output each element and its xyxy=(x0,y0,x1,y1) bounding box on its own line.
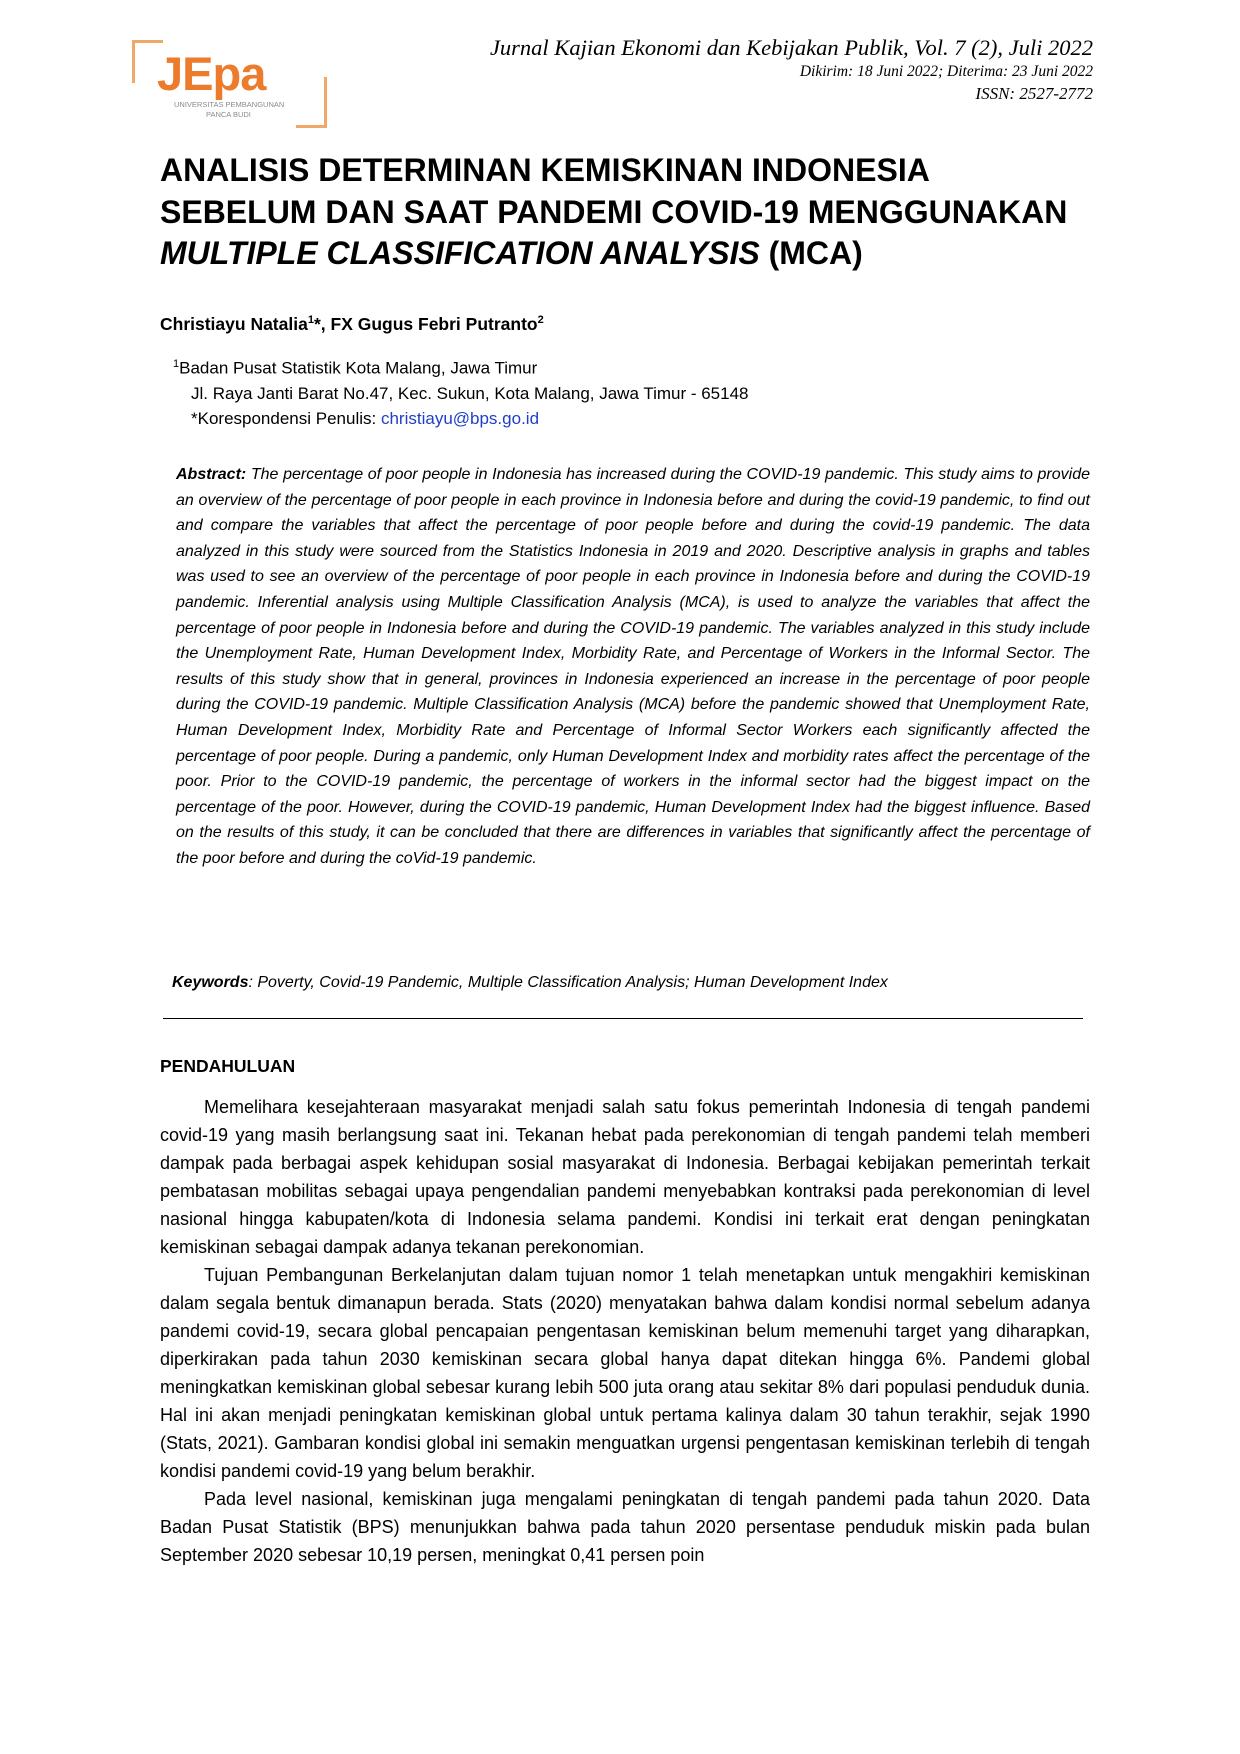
author-1-name: Christiayu Natalia xyxy=(160,314,308,334)
body-text xyxy=(160,1093,1090,1569)
logo-university-line1: UNIVERSITAS PEMBANGUNAN xyxy=(174,100,285,109)
author-1-affiliation-mark: 1 xyxy=(307,314,314,327)
logo-mark: JEpa xyxy=(157,47,266,100)
affiliation-block xyxy=(173,352,749,431)
journal-name: Jurnal Kajian Ekonomi dan Kebijakan Publik, Vol. 7 (2), Juli 2022 xyxy=(489,35,1093,60)
logo-bracket-bottom-right xyxy=(296,77,327,128)
affiliation-mark: 1 xyxy=(173,358,180,370)
section-divider xyxy=(163,1018,1083,1019)
author-2-name: FX Gugus Febri Putranto xyxy=(330,314,538,334)
author-separator: *, xyxy=(313,314,331,334)
title-part1: ANALISIS DETERMINAN KEMISKINAN INDONESIA SEBELUM DAN SAAT PANDEMI COVID-19 MENGGUNAKAN xyxy=(160,152,1068,230)
correspondence-label: *Korespondensi Penulis: xyxy=(191,408,381,428)
keywords xyxy=(172,974,1090,992)
abstract-text: The percentage of poor people in Indonesia has increased during the COVID-19 pandemic. This study aims to provide an overview of the percentage of poor people in each province in Indonesia before and during the covid-19 pandemic, to find out and compare the variables that affect the percentage of poor people before and during the covid-19 pandemic. The data analyzed in this study were sourced from the Statistics Indonesia in 2019 and 2020. Descriptive analysis in graphs and tables was used to see an overview of the percentage of poor people in each province in Indonesia before and during the COVID-19 pandemic. Inferential analysis using Multiple Classification Analysis (MCA), is used to analyze the variables that affect the percentage of poor people in Indonesia before and during the COVID-19 pandemic. The variables analyzed in this study include the Unemployment Rate, Human Development Index, Morbidity Rate, and Percentage of Workers in the Informal Sector. The results of this study show that in general, provinces in Indonesia experienced an increase in the percentage of poor people during the COVID-19 pandemic. Multiple Classification Analysis (MCA) before the pandemic showed that Unemployment Rate, Human Development Index, Morbidity Rate and Percentage of Informal Sector Workers each significantly affected the percentage of poor people. During a pandemic, only Human Development Index and morbidity rates affect the percentage of the poor. Prior to the COVID-19 pandemic, the percentage of workers in the informal sector had the biggest impact on the percentage of the poor. However, during the COVID-19 pandemic, Human Development Index had the biggest influence. Based on the results of this study, it can be concluded that there are differences in variables that significantly affect the percentage of the poor before and during the coVid-19 pandemic. xyxy=(176,466,1090,867)
submission-dates: Dikirim: 18 Juni 2022; Diterima: 23 Juni 2022 xyxy=(799,63,1093,80)
affiliation-line xyxy=(173,352,749,381)
body-paragraph: Tujuan Pembangunan Berkelanjutan dalam tujuan nomor 1 telah menetapkan untuk mengakhiri kemiskinan dalam segala bentuk dimanapun berada. Stats (2020) menyatakan bahwa dalam kondisi normal sebelum adanya pandemi covid-19, secara global pencapaian pengentasan kemiskinan belum memenuhi target yang diharapkan, diperkirakan pada tahun 2030 kemiskinan secara global hanya dapat ditekan hingga 6%. Pandemi global meningkatkan kemiskinan global sebesar kurang lebih 500 juta orang atau sekitar 8% dari populasi penduduk dunia. Hal ini akan menjadi peningkatan kemiskinan global untuk pertama kalinya dalam 30 tahun terakhir, sejak 1990 (Stats, 2021). Gambaran kondisi global ini semakin menguatkan urgensi pengentasan kemiskinan terlebih di tengah kondisi pandemi covid-19 yang belum berakhir. xyxy=(160,1265,1090,1481)
author-2-affiliation-mark: 2 xyxy=(537,314,544,327)
title-part2: (MCA) xyxy=(759,235,863,271)
correspondence-line xyxy=(173,406,749,431)
correspondence-email-link[interactable]: christiayu@bps.go.id xyxy=(380,408,540,428)
author-list xyxy=(160,314,544,335)
body-paragraph: Pada level nasional, kemiskinan juga mengalami peningkatan di tengah pandemi pada tahun 2020. Data Badan Pusat Statistik (BPS) menunjukkan bahwa pada tahun 2020 persentase penduduk miskin pada bulan September 2020 sebesar 10,19 persen, meningkat 0,41 persen poin xyxy=(160,1489,1090,1565)
journal-issn: ISSN: 2527-2772 xyxy=(975,84,1093,103)
affiliation-institution: Badan Pusat Statistik Kota Malang, Jawa Timur xyxy=(179,358,538,378)
journal-header xyxy=(490,34,1093,105)
abstract-label: Abstract xyxy=(176,466,241,483)
keywords-label: Keywords xyxy=(172,974,249,991)
abstract-colon: : xyxy=(240,466,251,483)
section-heading: PENDAHULUAN xyxy=(160,1056,296,1076)
affiliation-address: Jl. Raya Janti Barat No.47, Kec. Sukun, Kota Malang, Jawa Timur - 65148 xyxy=(191,383,749,403)
keywords-text: : Poverty, Covid-19 Pandemic, Multiple Classification Analysis; Human Development Index xyxy=(248,974,888,991)
body-paragraph: Memelihara kesejahteraan masyarakat menjadi salah satu fokus pemerintah Indonesia di tengah pandemi covid-19 yang masih berlangsung saat ini. Tekanan hebat pada perekonomian di tengah pandemi telah memberi dampak pada berbagai aspek kehidupan sosial masyarakat di Indonesia. Berbagai kebijakan pemerintah terkait pembatasan mobilitas sebagai upaya pengendalian pandemi menyebabkan kontraksi pada perekonomian di level nasional hingga kabupaten/kota di Indonesia selama pandemi. Kondisi ini terkait erat dengan peningkatan kemiskinan sebagai dampak adanya tekanan perekonomian. xyxy=(160,1097,1090,1257)
abstract xyxy=(176,462,1090,872)
paper-title xyxy=(160,150,1090,275)
title-italic: MULTIPLE CLASSIFICATION ANALYSIS xyxy=(160,235,760,271)
journal-logo xyxy=(132,40,327,128)
logo-university-line2: PANCA BUDI xyxy=(206,110,251,119)
